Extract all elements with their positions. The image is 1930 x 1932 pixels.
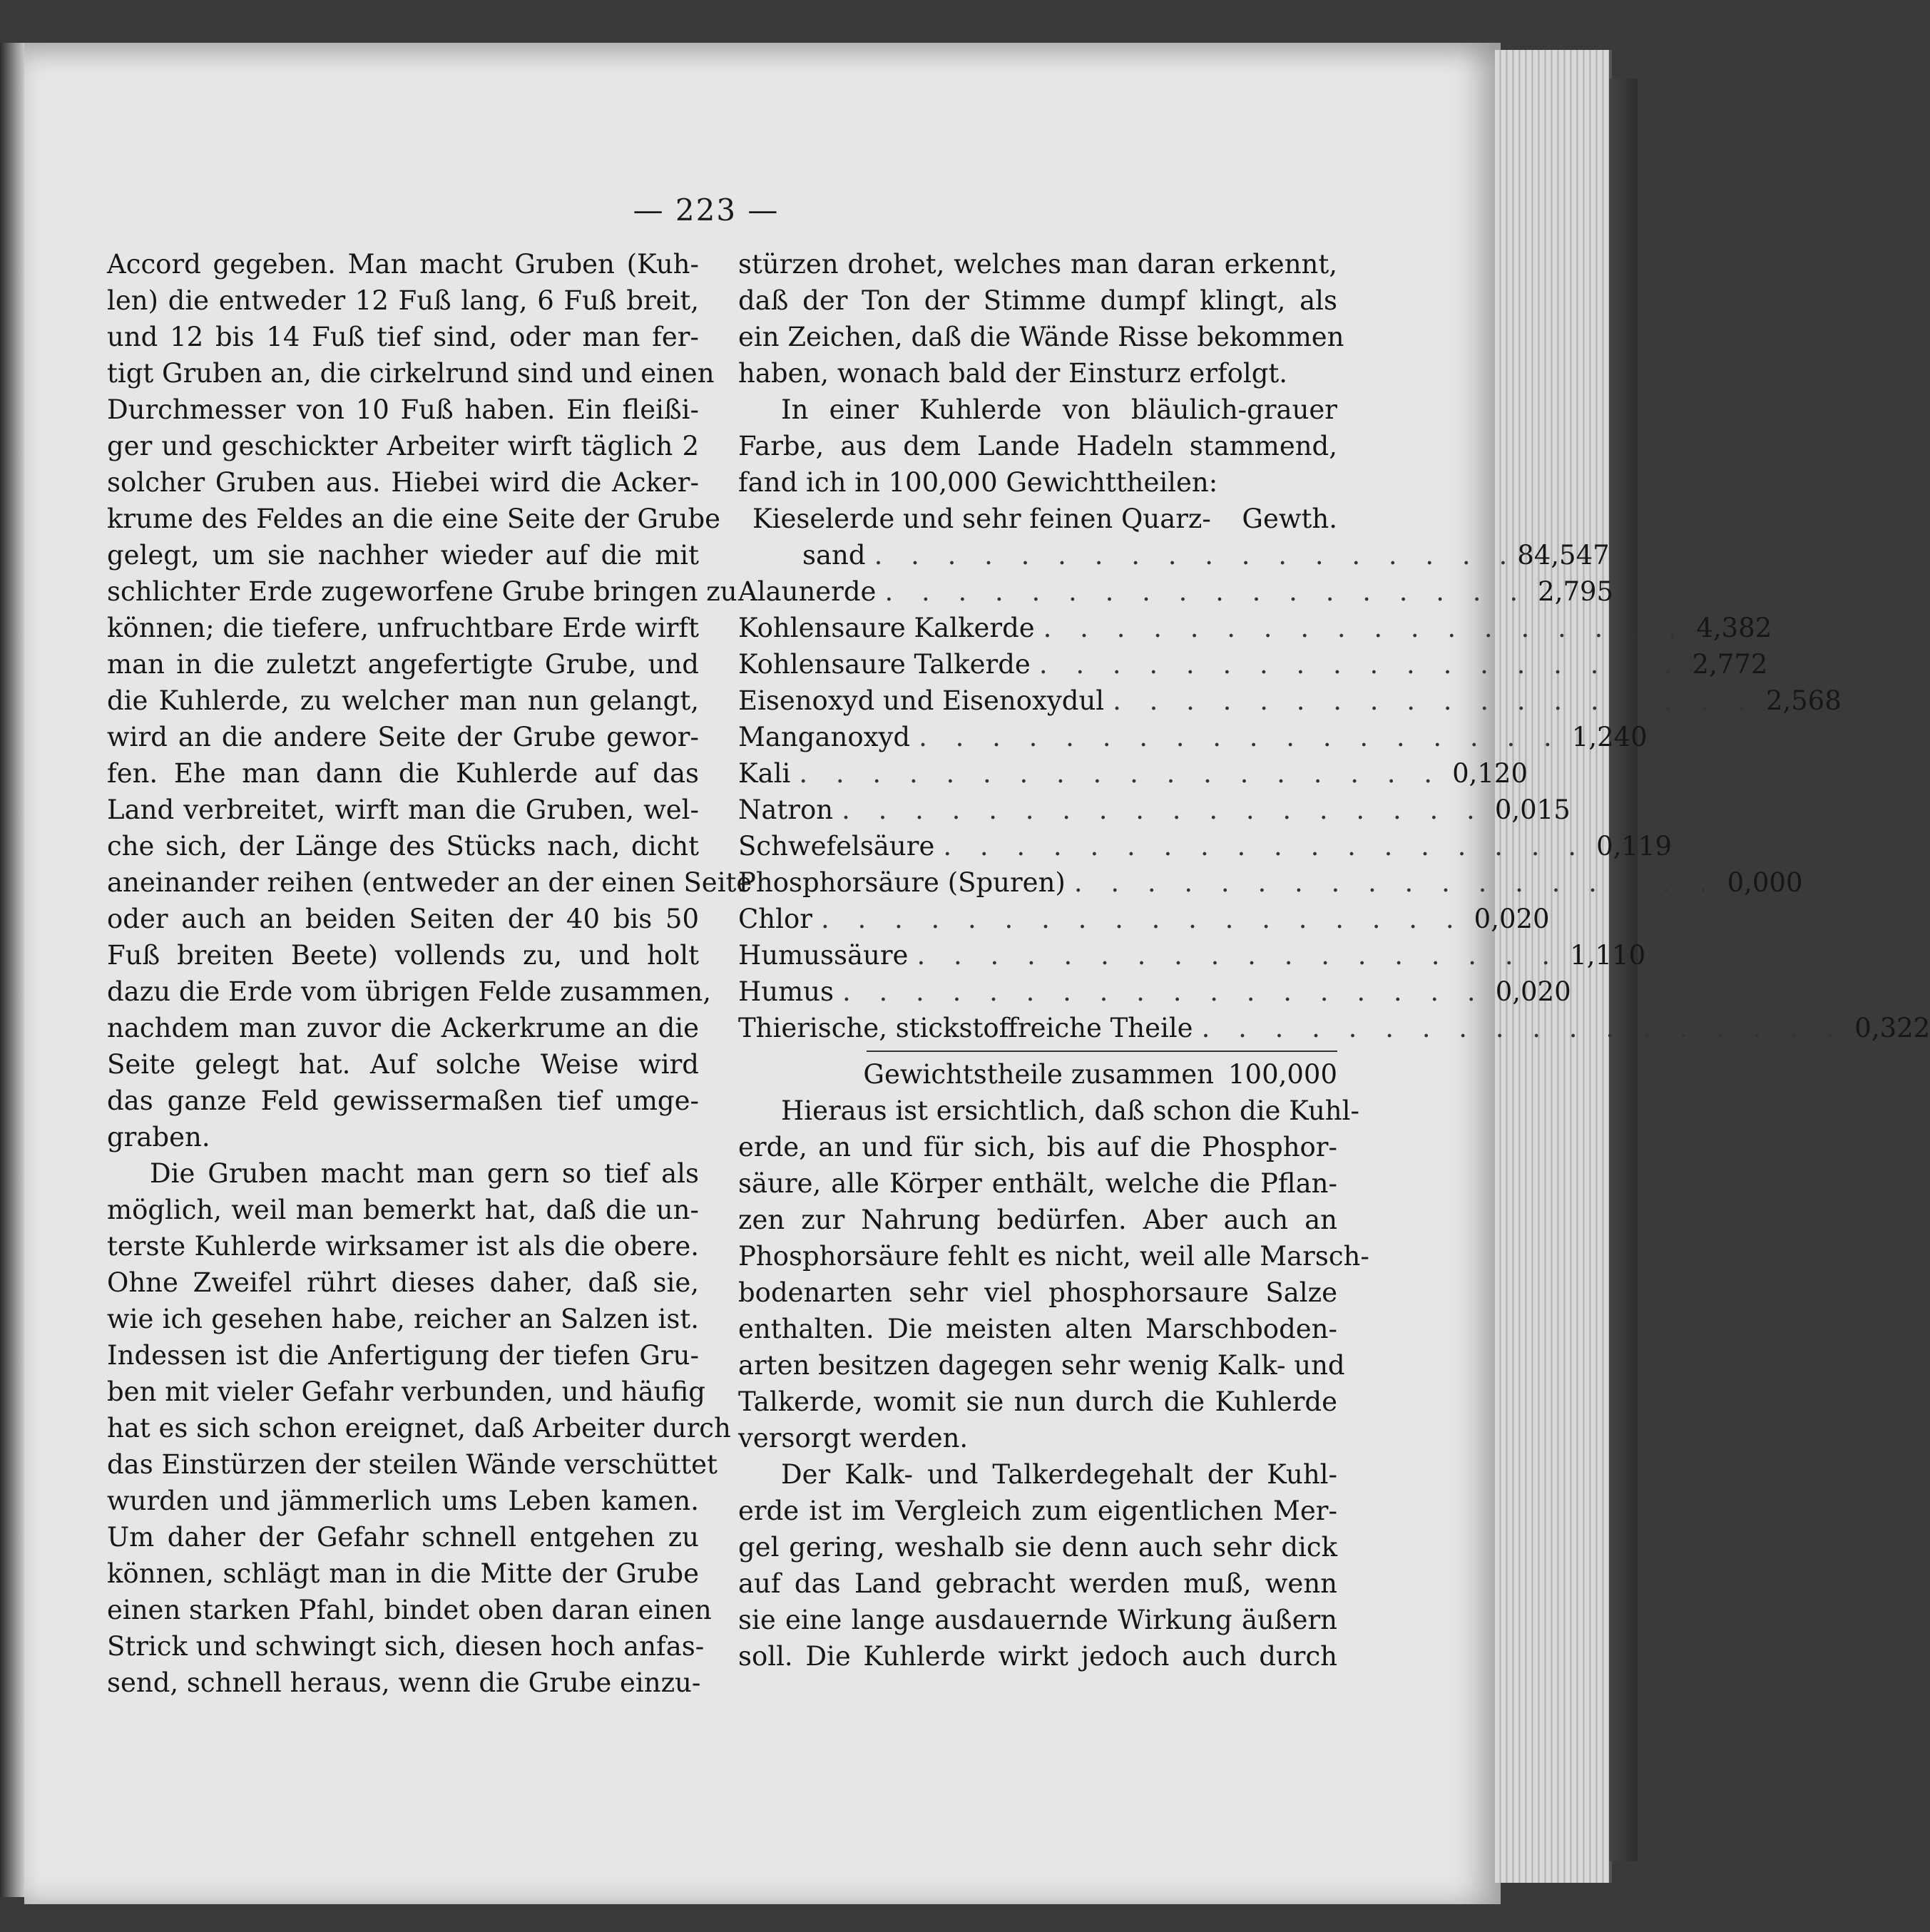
analysis-value: 4,382 [1696,613,1772,643]
leader-dots: . . . . . . . . . . . . . . . . . . [1043,613,1687,643]
text-line: Der Kalk- und Talkerdegehalt der Kuhl- [781,1459,1337,1490]
text-line: Indessen ist die Anfertigung der tiefen Gru- [107,1340,699,1371]
analysis-name: Schwefelsäure [738,831,935,862]
text-line: die Kuhlerde, zu welcher man nun gelangt, [107,685,699,716]
text-line: versorgt werden. [738,1423,969,1453]
page-number: — 223 — [633,193,780,228]
text-line: nachdem man zuvor die Ackerkrume an die [107,1013,699,1043]
text-line: einen starken Pfahl, bindet oben daran einen [107,1595,712,1625]
text-line: tigt Gruben an, die cirkelrund sind und einen [107,358,715,389]
leader-dots: . . . . . . . . . . . . . . . . . . [943,831,1587,862]
text-line: gelegt, um sie nachher wieder auf die mit [107,540,699,571]
analysis-name: Humus [738,976,834,1007]
text-line: fand ich in 100,000 Gewichttheilen: [738,467,1218,498]
text-line: ein Zeichen, daß die Wände Risse bekommen [738,322,1344,352]
leader-dots: . . . . . . . . . . . . . . . . . . [884,576,1528,607]
analysis-name: Manganoxyd [738,722,911,752]
text-line: das ganze Feld gewissermaßen tief umge- [107,1085,699,1116]
analysis-row [738,973,1571,1010]
analysis-row [738,755,1528,792]
analysis-value: 1,240 [1571,722,1648,752]
text-line: len) die entweder 12 Fuß lang, 6 Fuß breit, [107,285,699,316]
text-line: oder auch an beiden Seiten der 40 bis 50 [107,904,699,934]
text-line: In einer Kuhlerde von bläulich-grauer [781,394,1337,425]
analysis-name: Thierische, stickstoffreiche Theile [738,1013,1193,1043]
text-line: erde, an und für sich, bis auf die Phosphor- [738,1132,1337,1162]
text-line: wie ich gesehen habe, reicher an Salzen ist. [107,1304,699,1334]
text-line: wurden und jämmerlich ums Leben kamen. [107,1486,699,1516]
text-line: bodenarten sehr viel phosphorsaure Salze [738,1277,1337,1308]
analysis-row [738,937,1646,973]
analysis-header-name: Kieselerde und sehr feinen Quarz- [752,504,1211,534]
analysis-row [738,719,1648,755]
analysis-name: Kali [738,758,791,789]
analysis-value: 0,000 [1727,867,1803,898]
analysis-header-unit: Gewth. [1242,504,1337,534]
text-line: das Einstürzen der steilen Wände verschüttet [107,1449,718,1480]
analysis-total [738,1056,1337,1093]
analysis-row [738,573,1614,610]
text-line: ger und geschickter Arbeiter wirft täglich 2 [107,431,699,461]
text-line: können; die tiefere, unfruchtbare Erde wirft [107,613,699,643]
text-line: Land verbreitet, wirft man die Gruben, wel- [107,794,699,825]
text-line: che sich, der Länge des Stücks nach, dicht [107,831,699,862]
text-line: soll. Die Kuhlerde wirkt jedoch auch durch [738,1641,1337,1672]
text-line: schlichter Erde zugeworfene Grube bringen zu [107,576,737,607]
left-column [107,246,752,1701]
leader-dots: . . . . . . . . . . . . . . . . . . [1073,867,1717,898]
text-line: solcher Gruben aus. Hiebei wird die Acker- [107,467,699,498]
analysis-row [738,1010,1930,1046]
analysis-value: 2,772 [1692,649,1768,680]
analysis-name: Chlor [738,904,812,934]
text-line: Um daher der Gefahr schnell entgehen zu [107,1522,699,1553]
text-line: Die Gruben macht man gern so tief als [150,1158,699,1189]
text-line: gel gering, weshalb sie denn auch sehr dick [738,1532,1337,1563]
previous-page-edge [0,43,24,1897]
analysis-value: 1,110 [1570,940,1646,971]
text-line: Strick und schwingt sich, diesen hoch anfas- [107,1631,705,1662]
text-line: Ohne Zweifel rührt dieses daher, daß sie, [107,1267,699,1298]
text-line: Talkerde, womit sie nun durch die Kuhlerde [738,1386,1337,1417]
leader-dots: . . . . . . . . . . . . . . . . . . [799,758,1443,789]
analysis-name: Alaunerde [738,576,877,607]
text-line: send, schnell heraus, wenn die Grube einzu- [107,1667,701,1698]
text-line: aneinander reihen (entweder an der einen Seite [107,867,752,898]
leader-dots: . . . . . . . . . . . . . . . . . . [874,540,1518,571]
text-line: daß der Ton der Stimme dumpf klingt, als [738,285,1337,316]
analysis-value: 0,322 [1854,1013,1930,1043]
analysis-value: 2,795 [1538,576,1614,607]
analysis-name: Kohlensaure Talkerde [738,649,1031,680]
text-line: sie eine lange ausdauernde Wirkung äußern [738,1605,1337,1635]
analysis-name: Natron [738,794,834,825]
leader-dots: . . . . . . . . . . . . . . . . . . [917,940,1561,971]
text-line: und 12 bis 14 Fuß tief sind, oder man fer- [107,322,699,352]
analysis-row [738,646,1768,683]
analysis-row [738,864,1803,901]
text-line: Durchmesser von 10 Fuß haben. Ein fleißi- [107,394,699,425]
analysis-row [738,683,1842,719]
total-label: Gewichtstheile zusammen [863,1059,1214,1090]
leader-dots: . . . . . . . . . . . . . . . . . . [1201,1013,1845,1043]
analysis-row [738,792,1571,828]
text-line: Accord gegeben. Man macht Gruben (Kuh- [107,249,699,280]
analysis-name: sand [802,540,866,571]
total-value: 100,000 [1227,1059,1337,1090]
analysis-name: Humussäure [738,940,909,971]
text-line: krume des Feldes an die eine Seite der Grube [107,504,721,534]
text-line: Phosphorsäure fehlt es nicht, weil alle Marsch- [738,1241,1369,1272]
analysis-header [738,501,1337,537]
analysis-value: 2,568 [1765,685,1842,716]
text-line: hat es sich schon ereignet, daß Arbeiter durch [107,1413,731,1443]
text-line: man in die zuletzt angefertigte Grube, und [107,649,699,680]
leader-dots: . . . . . . . . . . . . . . . . . . [820,904,1464,934]
text-line: haben, wonach bald der Einsturz erfolgt. [738,358,1288,389]
text-line: terste Kuhlerde wirksamer ist als die obere. [107,1231,699,1262]
text-line: können, schlägt man in die Mitte der Grube [107,1558,699,1589]
text-line: graben. [107,1122,210,1152]
text-line: Seite gelegt hat. Auf solche Weise wird [107,1049,699,1080]
leader-dots: . . . . . . . . . . . . . . . . . . [842,976,1486,1007]
text-line: Farbe, aus dem Lande Hadeln stammend, [738,431,1337,461]
leader-dots: . . . . . . . . . . . . . . . . . . [1113,685,1756,716]
text-line: fen. Ehe man dann die Kuhlerde auf das [107,758,699,789]
analysis-name: Phosphorsäure (Spuren) [738,867,1066,898]
text-line: arten besitzen dagegen sehr wenig Kalk- und [738,1350,1345,1381]
right-column [738,246,1930,1675]
text-line: wird an die andere Seite der Grube gewor- [107,722,699,752]
text-line: säure, alle Körper enthält, welche die Pflan- [738,1168,1337,1199]
analysis-value: 0,020 [1474,904,1550,934]
leader-spacer [1211,501,1242,537]
leader-dots: . . . . . . . . . . . . . . . . . . [842,794,1485,825]
text-line: Fuß breiten Beete) vollends zu, und holt [107,940,699,971]
text-line: ben mit vieler Gefahr verbunden, und häufig [107,1376,705,1407]
analysis-row [738,901,1550,937]
text-line: dazu die Erde vom übrigen Felde zusammen, [107,976,712,1007]
text-line: auf das Land gebracht werden muß, wenn [738,1568,1337,1599]
total-rule [867,1051,1337,1052]
text-line: Hieraus ist ersichtlich, daß schon die Kuhl- [781,1095,1359,1126]
text-line: möglich, weil man bemerkt hat, daß die un- [107,1195,699,1225]
analysis-row [738,828,1673,864]
analysis-name: Eisenoxyd und Eisenoxydul [738,685,1105,716]
text-line: erde ist im Vergleich zum eigentlichen Mer- [738,1496,1337,1526]
analysis-value: 0,119 [1596,831,1673,862]
text-line: stürzen drohet, welches man daran erkennt, [738,249,1337,280]
analysis-row [738,537,1610,573]
analysis-value: 0,120 [1452,758,1528,789]
analysis-value: 0,020 [1495,976,1571,1007]
text-line: zen zur Nahrung bedürfen. Aber auch an [738,1205,1337,1235]
analysis-value: 84,547 [1517,540,1610,571]
analysis-name: Kohlensaure Kalkerde [738,613,1035,643]
leader-dots: . . . . . . . . . . . . . . . . . . [1038,649,1683,680]
leader-dots: . . . . . . . . . . . . . . . . . . [919,722,1562,752]
analysis-table [738,501,1930,1093]
analysis-value: 0,015 [1494,794,1571,825]
text-line: enthalten. Die meisten alten Marschboden- [738,1314,1337,1344]
analysis-row [738,610,1772,646]
